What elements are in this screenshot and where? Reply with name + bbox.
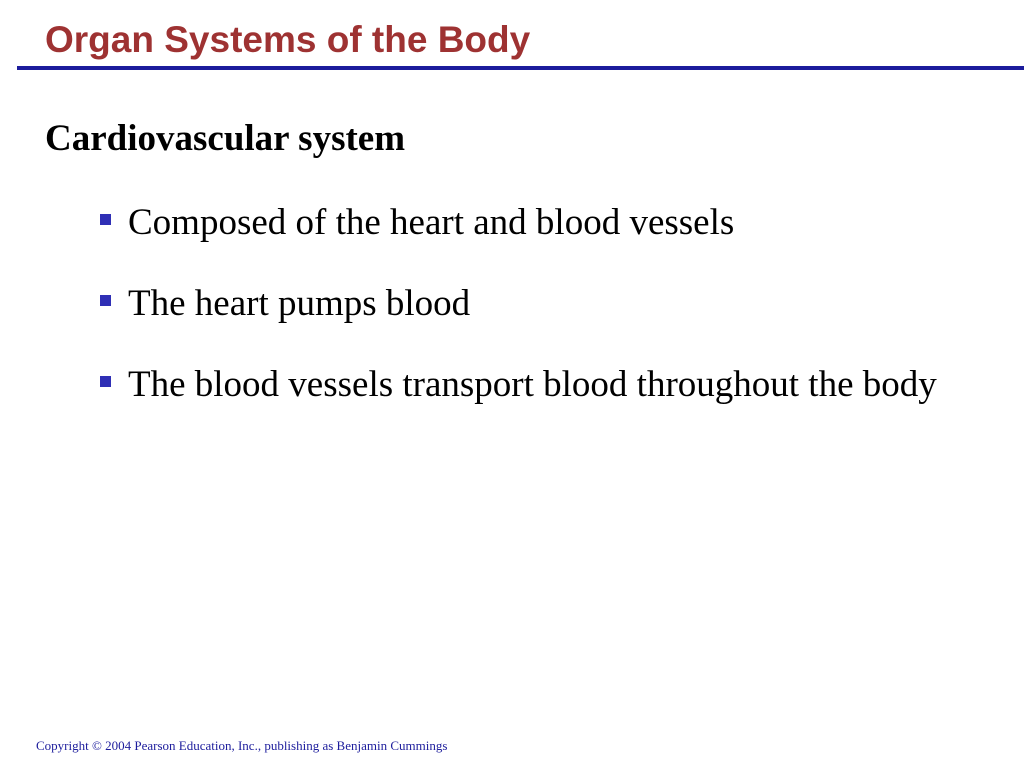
square-bullet-icon — [96, 198, 128, 247]
bullet-item — [96, 360, 976, 409]
bullet-item — [96, 198, 976, 247]
section-heading: Cardiovascular system — [45, 118, 406, 159]
square-bullet-icon — [96, 360, 128, 409]
bullet-item — [96, 279, 976, 328]
copyright-footer: Copyright © 2004 Pearson Education, Inc., publishing as Benjamin Cummings — [36, 738, 448, 753]
square-bullet-icon — [96, 279, 128, 328]
bullet-text: The heart pumps blood — [128, 283, 471, 324]
slide-title: Organ Systems of the Body — [45, 19, 531, 60]
bullet-text: The blood vessels transport blood throughout the body — [128, 364, 937, 405]
bullet-text: Composed of the heart and blood vessels — [128, 202, 735, 243]
title-divider — [17, 66, 1024, 70]
bullet-list — [96, 198, 976, 441]
